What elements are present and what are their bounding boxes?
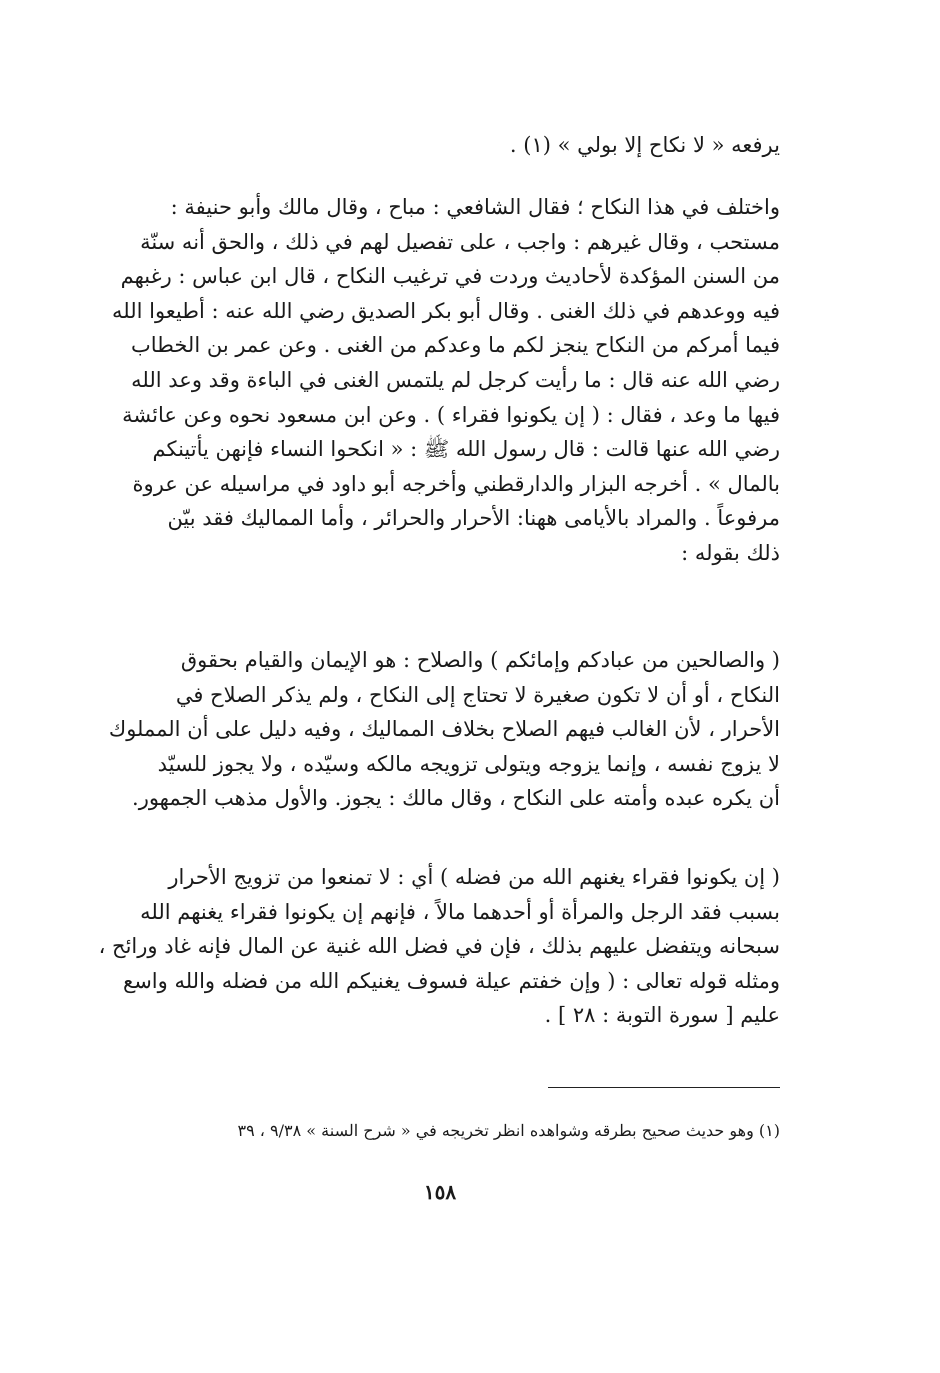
text-line: ذلك بقوله : (681, 540, 780, 565)
paragraph-poverty (90, 860, 780, 1033)
text-line: بسبب فقد الرجل والمرأة أو أحدهما مالاً ، فإنهم إن يكونوا فقراء يغنهم الله (140, 899, 780, 924)
text-line: مرفوعاً . والمراد بالأيامى ههنا: الأحرار والحرائر ، وأما المماليك فقد بيّن (167, 506, 780, 531)
footnote: (١) وهو حديث صحيح بطرقه وشواهده انظر تخريجه في « شرح السنة » ٩/٣٨ ، ٣٩ (237, 1121, 780, 1140)
text-line: من السنن المؤكدة لأحاديث وردت في ترغيب النكاح ، قال ابن عباس : رغبهم (120, 264, 780, 289)
text-line: فيه ووعدهم في ذلك الغنى . وقال أبو بكر الصديق رضي الله عنه : أطيعوا الله (111, 298, 780, 323)
text-line: مستحب ، وقال غيرهم : واجب ، على تفصيل لهم في ذلك ، والحق أنه سنّة (140, 229, 780, 254)
text-line: رضي الله عنه قال : ما رأيت كرجل لم يلتمس الغنى في الباءة وقد وعد الله (131, 367, 780, 392)
paragraph-marriage-ruling (90, 190, 780, 571)
text-line: سبحانه ويتفضل عليهم بذلك ، فإن في فضل الله غنية عن المال فإنه غاد ورائح ، (98, 934, 780, 959)
text-line: عليم [ سورة التوبة : ٢٨ ] . (544, 1003, 780, 1028)
text-line: فيما أمركم من النكاح ينجز لكم ما وعدكم من الغنى . وعن عمر بن الخطاب (130, 333, 780, 358)
text-line: يرفعه « لا نكاح إلا بولي » (١) . (509, 133, 780, 157)
text-line: واختلف في هذا النكاح ؛ فقال الشافعي : مباح ، وقال مالك وأبو حنيفة : (170, 195, 780, 219)
text-line: فيها ما وعد ، فقال : ( إن يكونوا فقراء ) . وعن ابن مسعود نحوه وعن عائشة (122, 402, 780, 427)
opening-line (90, 128, 780, 163)
page-number: ١٥٨ (423, 1180, 457, 1204)
paragraph-righteous (90, 643, 780, 816)
text-line: أن يكره عبده وأمته على النكاح ، وقال مالك : يجوز. والأول مذهب الجمهور. (132, 786, 780, 811)
text-line: ( إن يكونوا فقراء يغنهم الله من فضله ) أي : لا تمنعوا من تزويج الأحرار (168, 865, 780, 889)
text-line: بالمال » . أخرجه البزار والدارقطني وأخرجه أبو داود في مراسيله عن عروة (132, 471, 780, 496)
footnote-divider (548, 1087, 780, 1088)
text-line: لا يزوج نفسه ، وإنما يزوجه ويتولى تزويجه مالكه وسيّده ، ولا يجوز للسيّد (157, 751, 780, 776)
text-line: ومثله قوله تعالى : ( وإن خفتم عيلة فسوف يغنيكم الله من فضله والله واسع (123, 968, 780, 993)
text-line: الأحرار ، لأن الغالب فيهم الصلاح بخلاف المماليك ، وفيه دليل على أن المملوك (108, 717, 780, 742)
text-line: النكاح ، أو أن لا تكون صغيرة لا تحتاج إلى النكاح ، ولم يذكر الصلاح في (175, 682, 780, 707)
text-line: رضي الله عنها قالت : قال رسول الله ﷺ : « انكحوا النساء فإنهن يأتينكم (152, 437, 780, 462)
text-line: ( والصالحين من عبادكم وإمائكم ) والصلاح : هو الإيمان والقيام بحقوق (180, 648, 780, 672)
